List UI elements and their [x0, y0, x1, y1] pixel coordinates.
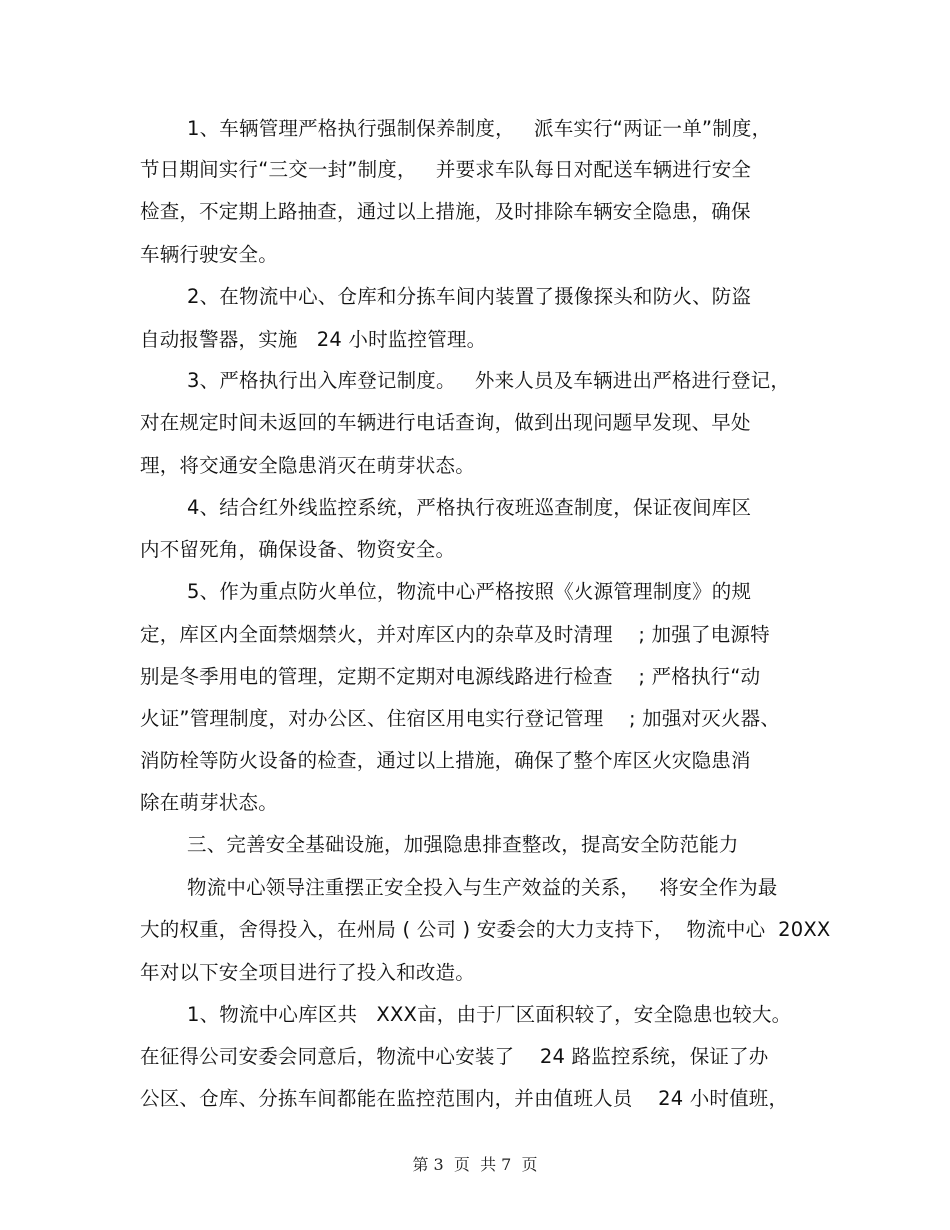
paragraph-line: 定，库区内全面禁烟禁火，并对库区内的杂草及时清理 ; 加强了电源特 [140, 623, 770, 646]
paragraph-line: 火证”管理制度，对办公区、住宿区用电实行登记管理 ; 加强对灭火器、 [140, 707, 781, 730]
paragraph-line: 消防栓等防火设备的检查，通过以上措施，确保了整个库区火灾隐患消 [140, 749, 751, 772]
paragraph-line: 3、严格执行出入库登记制度。 外来人员及车辆进出严格进行登记， [187, 369, 791, 392]
paragraph-line: 内不留死角，确保设备、物资安全。 [140, 538, 456, 561]
paragraph-line: 自动报警器，实施 24 小时监控管理。 [140, 328, 487, 351]
paragraph-line: 4、结合红外线监控系统，严格执行夜班巡查制度，保证夜间库区 [187, 496, 752, 519]
paragraph-line: 检查，不定期上路抽查，通过以上措施，及时排除车辆安全隐患，确保 [140, 200, 751, 223]
page-number-footer: 第 3 页 共 7 页 [412, 1155, 538, 1174]
paragraph-line: 对在规定时间未返回的车辆进行电话查询，做到出现问题早发现、早处 [140, 411, 751, 434]
paragraph-line: 物流中心领导注重摆正安全投入与生产效益的关系， 将安全作为最 [187, 876, 778, 899]
paragraph-line: 5、作为重点防火单位，物流中心严格按照《火源管理制度》的规 [187, 580, 752, 603]
paragraph-line: 理，将交通安全隐患消灭在萌芽状态。 [140, 454, 475, 477]
paragraph-line: 2、在物流中心、仓库和分拣车间内装置了摄像探头和防火、防盗 [187, 285, 752, 308]
paragraph-line: 年对以下安全项目进行了投入和改造。 [140, 961, 475, 984]
paragraph-line: 车辆行驶安全。 [140, 243, 278, 266]
paragraph-line: 公区、仓库、分拣车间都能在监控范围内，并由值班人员 24 小时值班， [140, 1087, 789, 1110]
section-heading: 三、完善安全基础设施，加强隐患排查整改，提高安全防范能力 [187, 833, 739, 856]
paragraph-line: 1、物流中心库区共 XXX亩，由于厂区面积较了，安全隐患也较大。 [187, 1003, 792, 1026]
paragraph-line: 1、车辆管理严格执行强制保养制度， 派车实行“两证一单”制度， [187, 117, 772, 140]
paragraph-line: 节日期间实行“三交一封”制度， 并要求车队每日对配送车辆进行安全 [140, 158, 752, 181]
paragraph-line: 大的权重，舍得投入，在州局 ( 公司 ) 安委会的大力支持下， 物流中心 20XX [140, 918, 831, 941]
paragraph-line: 在征得公司安委会同意后，物流中心安装了 24 路监控系统，保证了办 [140, 1045, 769, 1068]
paragraph-line: 除在萌芽状态。 [140, 791, 278, 814]
paragraph-line: 别是冬季用电的管理，定期不定期对电源线路进行检查 ; 严格执行“动 [140, 665, 761, 688]
